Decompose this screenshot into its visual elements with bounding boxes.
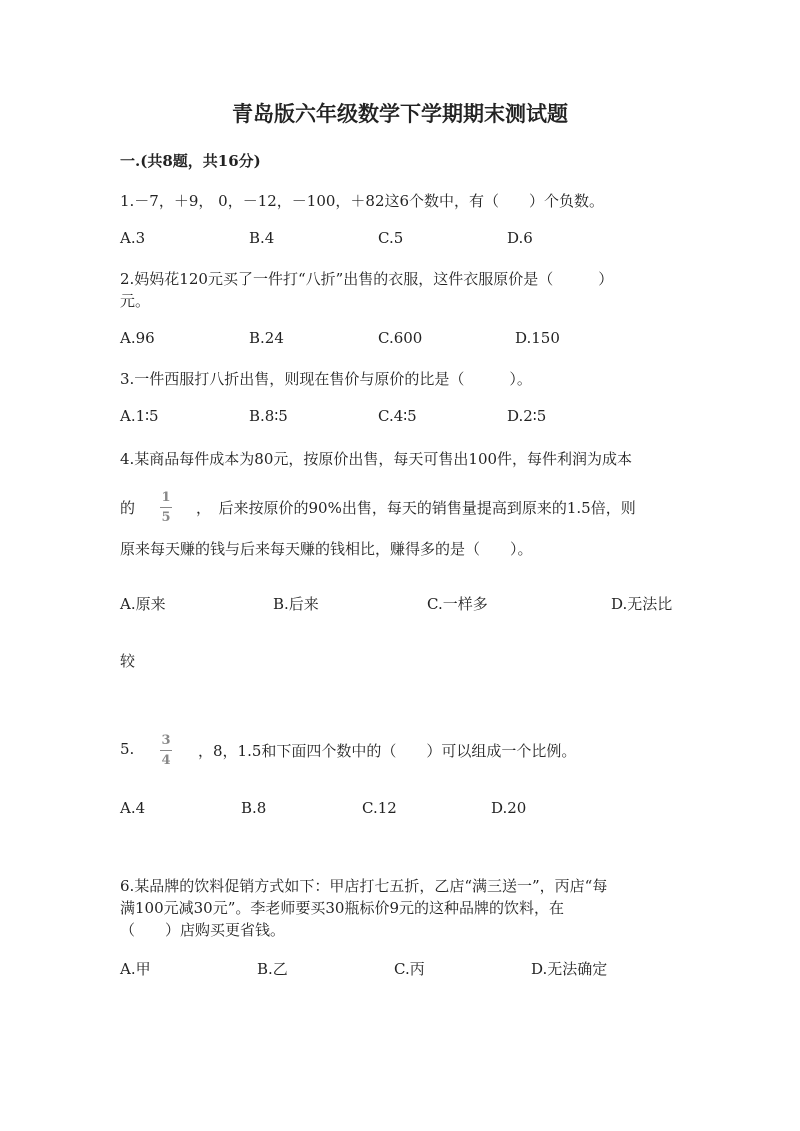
question-3-text: 3.一件西服打八折出售，则现在售价与原价的比是（ ）。 [120, 370, 532, 388]
fraction-bar [160, 750, 172, 751]
question-4-text-line3: 原来每天赚的钱与后来每天赚的钱相比，赚得多的是（ ）。 [120, 540, 533, 558]
question-5-text: ，8，1.5和下面四个数中的（ ）可以组成一个比例。 [198, 742, 577, 760]
question-6-text-line2: 满100元减30元”。李老师要买30瓶标价9元的这种品牌的饮料，在 [120, 899, 565, 917]
question-6-option-d: D.无法确定 [531, 960, 608, 978]
question-4-option-c: C.一样多 [427, 595, 488, 613]
question-1-option-b: B.4 [249, 229, 275, 247]
question-4-option-d: D.无法比 [611, 595, 673, 613]
question-2-text-line2: 元。 [120, 292, 151, 310]
question-4-text-line2-prefix: 的 [120, 499, 136, 517]
question-6-text-line1: 6.某品牌的饮料促销方式如下：甲店打七五折，乙店“满三送一”，丙店“每 [120, 877, 608, 895]
question-4-fraction [160, 491, 172, 524]
question-4-fraction-denominator: 5 [161, 510, 171, 525]
question-4-text-line2-suffix: ， 后来按原价的90%出售，每天的销售量提高到原来的1.5倍，则 [196, 499, 636, 517]
question-6-option-c: C.丙 [394, 960, 425, 978]
question-1-text: 1.－7，＋9， 0，－12，－100，＋82这6个数中，有（ ）个负数。 [120, 192, 605, 210]
question-3-option-d: D.2∶5 [507, 407, 547, 425]
question-2-option-b: B.24 [249, 329, 284, 347]
question-5-prefix: 5. [120, 740, 135, 758]
question-3-option-a: A.1∶5 [120, 407, 159, 425]
question-5-option-d: D.20 [491, 799, 527, 817]
question-4-text-line1: 4.某商品每件成本为80元，按原价出售，每天可售出100件，每件利润为成本 [120, 450, 633, 468]
question-5-option-a: A.4 [120, 799, 146, 817]
page-title: 青岛版六年级数学下学期期末测试题 [232, 101, 568, 126]
question-6-text-line3: （ ）店购买更省钱。 [120, 921, 286, 939]
question-3-option-b: B.8∶5 [249, 407, 288, 425]
question-5-option-b: B.8 [241, 799, 267, 817]
question-2-text-line1: 2.妈妈花120元买了一件打“八折”出售的衣服，这件衣服原价是（ ） [120, 270, 614, 288]
question-4-option-d-wrap: 较 [120, 652, 136, 670]
question-1-option-d: D.6 [507, 229, 533, 247]
question-5-option-c: C.12 [362, 799, 397, 817]
question-5-fraction-numerator: 3 [161, 733, 171, 748]
question-6-option-b: B.乙 [257, 960, 288, 978]
question-6-option-a: A.甲 [120, 960, 151, 978]
question-2-option-d: D.150 [515, 329, 560, 347]
question-3-option-c: C.4∶5 [378, 407, 417, 425]
question-2-option-a: A.96 [120, 329, 155, 347]
question-1-option-c: C.5 [378, 229, 404, 247]
question-2-option-c: C.600 [378, 329, 423, 347]
section-heading: 一.(共8题，共16分) [120, 152, 261, 170]
fraction-bar [160, 507, 172, 508]
question-5-fraction [160, 734, 172, 767]
question-4-option-b: B.后来 [273, 595, 319, 613]
question-5-fraction-denominator: 4 [161, 753, 171, 768]
question-4-fraction-numerator: 1 [161, 490, 171, 505]
question-4-option-a: A.原来 [120, 595, 166, 613]
question-1-option-a: A.3 [120, 229, 146, 247]
